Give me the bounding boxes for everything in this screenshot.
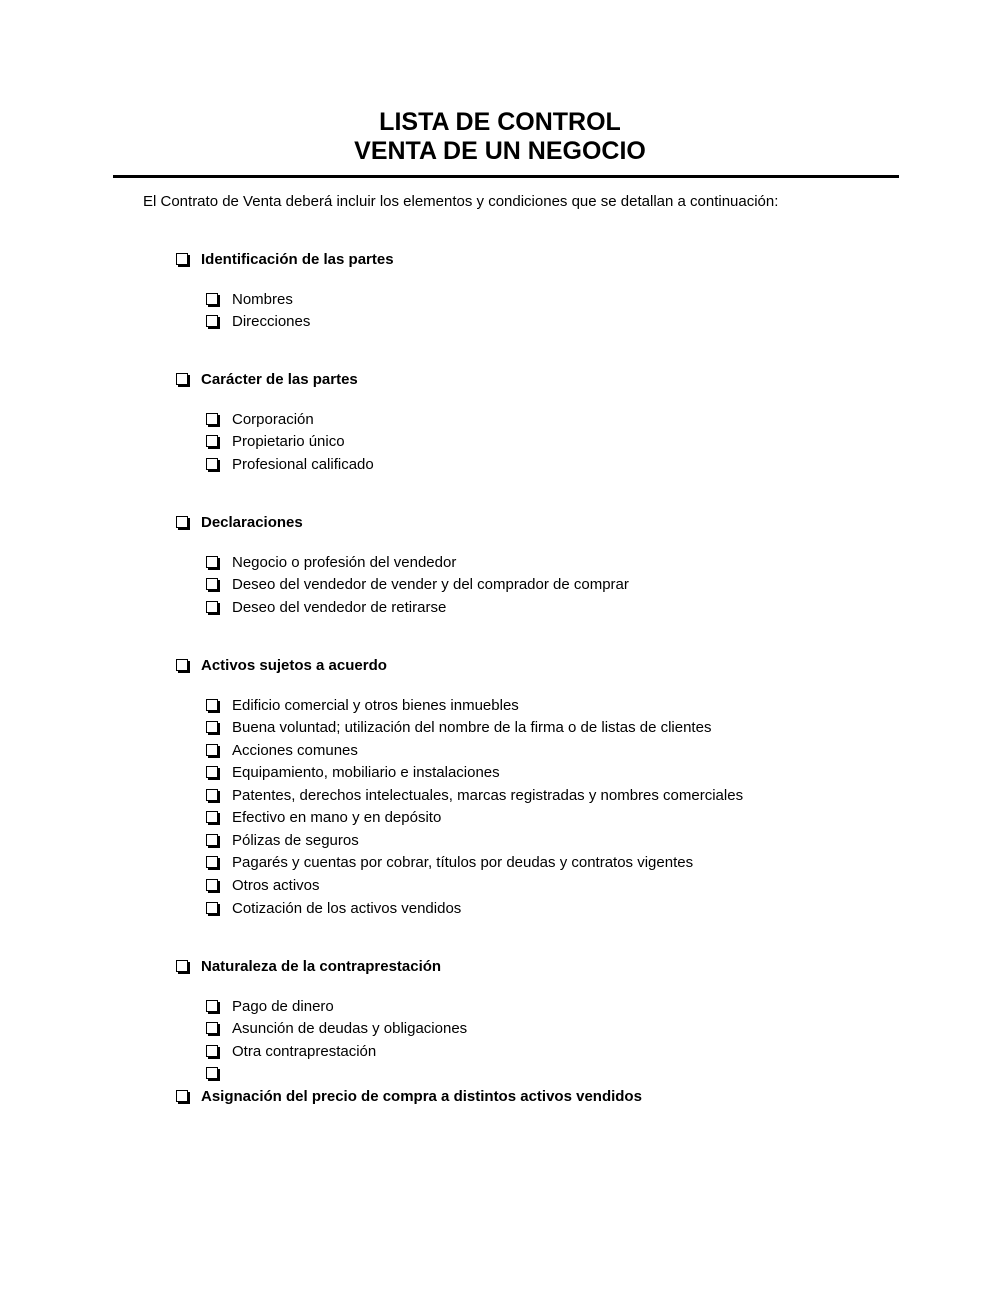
item-label: Acciones comunes [232, 742, 358, 759]
checkbox-icon[interactable] [176, 373, 188, 385]
checklist-item[interactable] [206, 575, 629, 595]
checkbox-icon[interactable] [176, 253, 188, 265]
checkbox-icon[interactable] [206, 766, 218, 778]
item-label: Deseo del vendedor de vender y del comprador de comprar [232, 576, 629, 593]
checkbox-icon[interactable] [206, 458, 218, 470]
checklist-item[interactable] [206, 899, 461, 919]
item-label: Nombres [232, 291, 293, 308]
item-label: Direcciones [232, 313, 311, 330]
intro-paragraph: El Contrato de Venta deberá incluir los elementos y condiciones que se detallan a continuación: [143, 193, 779, 210]
checklist-item[interactable] [206, 553, 456, 573]
title-divider [113, 175, 899, 178]
checkbox-icon[interactable] [206, 435, 218, 447]
checkbox-icon[interactable] [206, 601, 218, 613]
item-label: Corporación [232, 411, 314, 428]
checklist-item[interactable] [206, 831, 359, 851]
item-label: Otros activos [232, 877, 320, 894]
checklist-item[interactable] [206, 763, 500, 783]
checkbox-icon[interactable] [206, 902, 218, 914]
checklist-item[interactable] [206, 876, 320, 896]
section-caracter[interactable] [176, 370, 358, 390]
item-label: Patentes, derechos intelectuales, marcas registradas y nombres comerciales [232, 787, 744, 804]
section-declaraciones[interactable] [176, 513, 303, 533]
checkbox-icon[interactable] [176, 659, 188, 671]
section-contraprestacion[interactable] [176, 957, 441, 977]
item-label: Buena voluntad; utilización del nombre de la firma o de listas de clientes [232, 719, 712, 736]
checkbox-icon[interactable] [206, 556, 218, 568]
item-label: Propietario único [232, 433, 345, 450]
item-label: Edificio comercial y otros bienes inmuebles [232, 697, 519, 714]
section-label: Carácter de las partes [201, 371, 358, 388]
checklist-item[interactable] [206, 410, 314, 430]
item-label: Profesional calificado [232, 456, 374, 473]
checklist-item-blank[interactable] [206, 1064, 232, 1084]
section-label: Activos sujetos a acuerdo [201, 657, 387, 674]
checkbox-icon[interactable] [206, 578, 218, 590]
checklist-item[interactable] [206, 786, 743, 806]
checkbox-icon[interactable] [206, 721, 218, 733]
item-label: Efectivo en mano y en depósito [232, 809, 442, 826]
item-label: Cotización de los activos vendidos [232, 900, 462, 917]
checkbox-icon[interactable] [206, 293, 218, 305]
checkbox-icon[interactable] [206, 1067, 218, 1079]
checklist-item[interactable] [206, 741, 358, 761]
section-label: Identificación de las partes [201, 251, 394, 268]
checklist-item[interactable] [206, 312, 310, 332]
checklist-item[interactable] [206, 290, 293, 310]
section-label: Declaraciones [201, 514, 303, 531]
section-asignacion-precio[interactable] [176, 1087, 642, 1107]
section-identificacion[interactable] [176, 250, 394, 270]
checkbox-icon[interactable] [206, 699, 218, 711]
checkbox-icon[interactable] [206, 1022, 218, 1034]
item-label: Pago de dinero [232, 998, 334, 1015]
checklist-item[interactable] [206, 718, 711, 738]
checkbox-icon[interactable] [176, 1090, 188, 1102]
item-label: Deseo del vendedor de retirarse [232, 599, 447, 616]
document-title-line-2: VENTA DE UN NEGOCIO [354, 137, 646, 165]
checkbox-icon[interactable] [206, 834, 218, 846]
checklist-item[interactable] [206, 1042, 376, 1062]
item-label: Equipamiento, mobiliario e instalaciones [232, 764, 500, 781]
item-label: Pólizas de seguros [232, 832, 359, 849]
section-label: Naturaleza de la contraprestación [201, 958, 442, 975]
checklist-item[interactable] [206, 853, 693, 873]
checklist-item[interactable] [206, 696, 519, 716]
checkbox-icon[interactable] [206, 1045, 218, 1057]
checkbox-icon[interactable] [206, 879, 218, 891]
item-label: Otra contraprestación [232, 1043, 377, 1060]
checklist-item[interactable] [206, 1019, 467, 1039]
checkbox-icon[interactable] [206, 1000, 218, 1012]
checkbox-icon[interactable] [206, 856, 218, 868]
checklist-item[interactable] [206, 432, 345, 452]
section-activos[interactable] [176, 656, 387, 676]
checkbox-icon[interactable] [206, 744, 218, 756]
checkbox-icon[interactable] [176, 960, 188, 972]
checklist-item[interactable] [206, 808, 441, 828]
checkbox-icon[interactable] [206, 789, 218, 801]
checkbox-icon[interactable] [206, 811, 218, 823]
item-label: Negocio o profesión del vendedor [232, 554, 457, 571]
checklist-item[interactable] [206, 598, 446, 618]
item-label: Pagarés y cuentas por cobrar, títulos por deudas y contratos vigentes [232, 854, 694, 871]
item-label: Asunción de deudas y obligaciones [232, 1020, 468, 1037]
section-label: Asignación del precio de compra a distintos activos vendidos [201, 1088, 642, 1105]
checklist-item[interactable] [206, 997, 334, 1017]
checkbox-icon[interactable] [206, 315, 218, 327]
checkbox-icon[interactable] [206, 413, 218, 425]
document-title-line-1: LISTA DE CONTROL [379, 108, 621, 136]
checklist-item[interactable] [206, 455, 374, 475]
checkbox-icon[interactable] [176, 516, 188, 528]
